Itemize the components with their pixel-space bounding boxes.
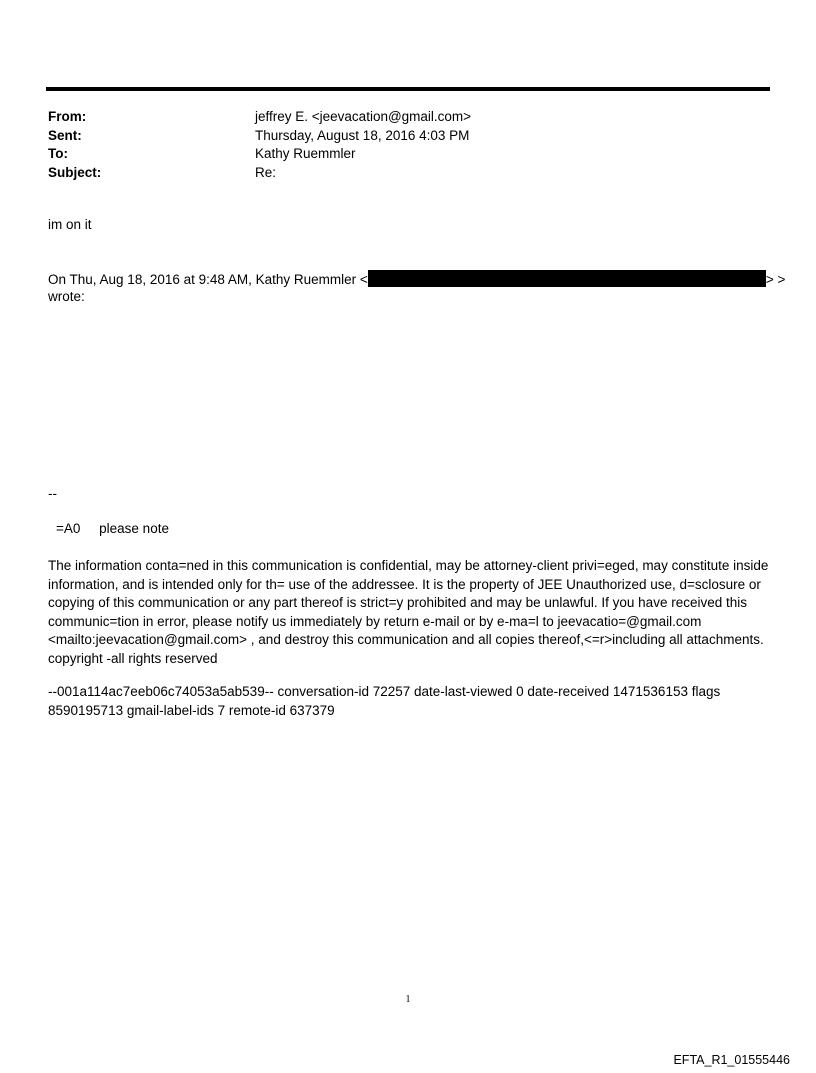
sent-label: Sent:	[48, 127, 82, 143]
quote-wrote: wrote:	[48, 289, 85, 304]
page-number: 1	[405, 994, 411, 1005]
subject-label: Subject:	[48, 164, 102, 180]
document-id: EFTA_R1_01555446	[673, 1053, 790, 1067]
to-row	[48, 145, 768, 164]
subject-value: Re:	[255, 164, 277, 180]
from-value: jeffrey E. <jeevacation@gmail.com>	[255, 109, 472, 124]
redaction-block	[368, 270, 766, 287]
to-label: To:	[48, 146, 68, 161]
sent-row	[48, 127, 768, 146]
email-header	[48, 108, 768, 182]
to-value: Kathy Ruemmler	[255, 146, 356, 161]
header-divider	[46, 87, 770, 91]
from-row	[48, 108, 768, 127]
reply-text: im on it	[48, 217, 92, 232]
from-label: From:	[48, 109, 87, 124]
quote-intro: On Thu, Aug 18, 2016 at 9:48 AM, Kathy Ruemmler <	[48, 272, 368, 287]
metadata-paragraph: --001a114ac7eeb06c74053a5ab539-- conversation-id 72257 date-last-viewed 0 date-received 1471536153 flags 8590195713 gmail-label-ids 7 remote-id 637379	[48, 684, 721, 718]
quote-intro-line	[48, 270, 785, 289]
signature-separator: --	[48, 486, 57, 501]
subject-row	[48, 164, 768, 183]
sent-value: Thursday, August 18, 2016 4:03 PM	[255, 127, 470, 143]
please-note-line: =A0 please note	[56, 521, 169, 536]
quote-intro-end: > >	[765, 272, 786, 287]
disclaimer-paragraph: The information conta=ned in this communication is confidential, may be attorney-client privi=eged, may constitute inside information, and is intended only for th= use of the addressee. It is the property of JEE Unauthorized use, d=sclosure or copying of this communication or any part thereof is strict=y prohibited and may be unlawful. If you have received this communic=tion in error, please notify us immediately by return e-mail or by e-ma=l to jeevacatio=@gmail.com <mailto:jeevacation@gmail.com> , and destroy this communication and all copies thereof,<=r>including all attachments. copyright -all rights reserved	[48, 558, 769, 666]
